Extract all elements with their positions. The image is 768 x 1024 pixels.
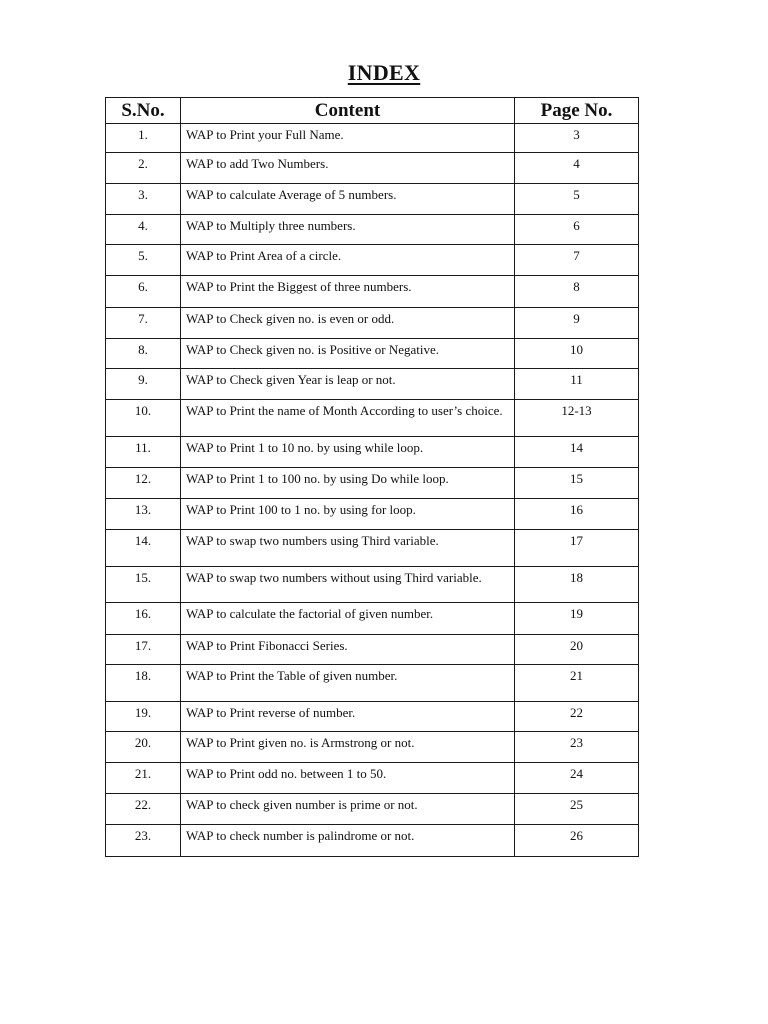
row-page-no: 9 <box>515 308 639 339</box>
row-page-no: 23 <box>515 732 639 763</box>
row-sno: 17. <box>106 635 181 665</box>
row-content: WAP to Print odd no. between 1 to 50. <box>181 763 515 794</box>
table-row <box>106 184 639 215</box>
row-page-no: 22 <box>515 702 639 732</box>
row-page-no: 20 <box>515 635 639 665</box>
row-content: WAP to Check given no. is even or odd. <box>181 308 515 339</box>
table-row <box>106 635 639 665</box>
table-row <box>106 437 639 468</box>
row-content: WAP to Print the Table of given number. <box>181 665 515 702</box>
table-row <box>106 567 639 603</box>
table-row <box>106 153 639 184</box>
row-sno: 13. <box>106 499 181 530</box>
row-page-no: 11 <box>515 369 639 400</box>
row-content: WAP to Print Fibonacci Series. <box>181 635 515 665</box>
row-content: WAP to swap two numbers using Third variable. <box>181 530 515 567</box>
row-sno: 18. <box>106 665 181 702</box>
row-sno: 15. <box>106 567 181 603</box>
header-sno: S.No. <box>106 98 181 124</box>
row-sno: 23. <box>106 825 181 857</box>
row-sno: 22. <box>106 794 181 825</box>
row-content: WAP to Print the name of Month According to user’s choice. <box>181 400 515 437</box>
table-row <box>106 603 639 635</box>
row-sno: 3. <box>106 184 181 215</box>
row-sno: 9. <box>106 369 181 400</box>
row-page-no: 12-13 <box>515 400 639 437</box>
table-row <box>106 794 639 825</box>
row-page-no: 26 <box>515 825 639 857</box>
row-page-no: 10 <box>515 339 639 369</box>
table-row <box>106 339 639 369</box>
row-sno: 12. <box>106 468 181 499</box>
header-content: Content <box>181 98 515 124</box>
row-sno: 8. <box>106 339 181 369</box>
row-page-no: 19 <box>515 603 639 635</box>
row-page-no: 4 <box>515 153 639 184</box>
table-row <box>106 215 639 245</box>
row-page-no: 24 <box>515 763 639 794</box>
row-content: WAP to Print 100 to 1 no. by using for loop. <box>181 499 515 530</box>
row-page-no: 16 <box>515 499 639 530</box>
table-row <box>106 308 639 339</box>
row-content: WAP to Print given no. is Armstrong or not. <box>181 732 515 763</box>
row-content: WAP to swap two numbers without using Third variable. <box>181 567 515 603</box>
row-sno: 14. <box>106 530 181 567</box>
row-sno: 10. <box>106 400 181 437</box>
table-row <box>106 530 639 567</box>
row-content: WAP to Print 1 to 10 no. by using while loop. <box>181 437 515 468</box>
row-content: WAP to add Two Numbers. <box>181 153 515 184</box>
row-content: WAP to Print the Biggest of three numbers. <box>181 276 515 308</box>
table-header-row <box>106 98 639 124</box>
header-page-no: Page No. <box>515 98 639 124</box>
index-table <box>105 97 639 857</box>
table-body <box>106 124 639 857</box>
row-page-no: 6 <box>515 215 639 245</box>
table-row <box>106 732 639 763</box>
row-page-no: 5 <box>515 184 639 215</box>
row-sno: 20. <box>106 732 181 763</box>
row-page-no: 7 <box>515 245 639 276</box>
row-sno: 1. <box>106 124 181 153</box>
row-content: WAP to Print your Full Name. <box>181 124 515 153</box>
table-row <box>106 369 639 400</box>
row-content: WAP to Check given no. is Positive or Negative. <box>181 339 515 369</box>
row-sno: 5. <box>106 245 181 276</box>
row-content: WAP to Print reverse of number. <box>181 702 515 732</box>
row-content: WAP to Check given Year is leap or not. <box>181 369 515 400</box>
table-row <box>106 825 639 857</box>
row-content: WAP to check number is palindrome or not. <box>181 825 515 857</box>
row-sno: 2. <box>106 153 181 184</box>
row-page-no: 17 <box>515 530 639 567</box>
table-row <box>106 400 639 437</box>
row-content: WAP to calculate the factorial of given number. <box>181 603 515 635</box>
row-sno: 6. <box>106 276 181 308</box>
row-content: WAP to check given number is prime or not. <box>181 794 515 825</box>
row-page-no: 8 <box>515 276 639 308</box>
table-row <box>106 124 639 153</box>
row-sno: 11. <box>106 437 181 468</box>
table-row <box>106 702 639 732</box>
row-page-no: 21 <box>515 665 639 702</box>
row-content: WAP to calculate Average of 5 numbers. <box>181 184 515 215</box>
row-page-no: 15 <box>515 468 639 499</box>
row-sno: 21. <box>106 763 181 794</box>
row-sno: 4. <box>106 215 181 245</box>
page-title: INDEX <box>347 60 421 85</box>
row-sno: 16. <box>106 603 181 635</box>
row-sno: 19. <box>106 702 181 732</box>
table-row <box>106 499 639 530</box>
row-content: WAP to Multiply three numbers. <box>181 215 515 245</box>
row-page-no: 25 <box>515 794 639 825</box>
table-row <box>106 245 639 276</box>
row-content: WAP to Print Area of a circle. <box>181 245 515 276</box>
row-content: WAP to Print 1 to 100 no. by using Do while loop. <box>181 468 515 499</box>
row-sno: 7. <box>106 308 181 339</box>
table-row <box>106 276 639 308</box>
table-row <box>106 468 639 499</box>
row-page-no: 14 <box>515 437 639 468</box>
row-page-no: 18 <box>515 567 639 603</box>
table-row <box>106 665 639 702</box>
row-page-no: 3 <box>515 124 639 153</box>
table-row <box>106 763 639 794</box>
